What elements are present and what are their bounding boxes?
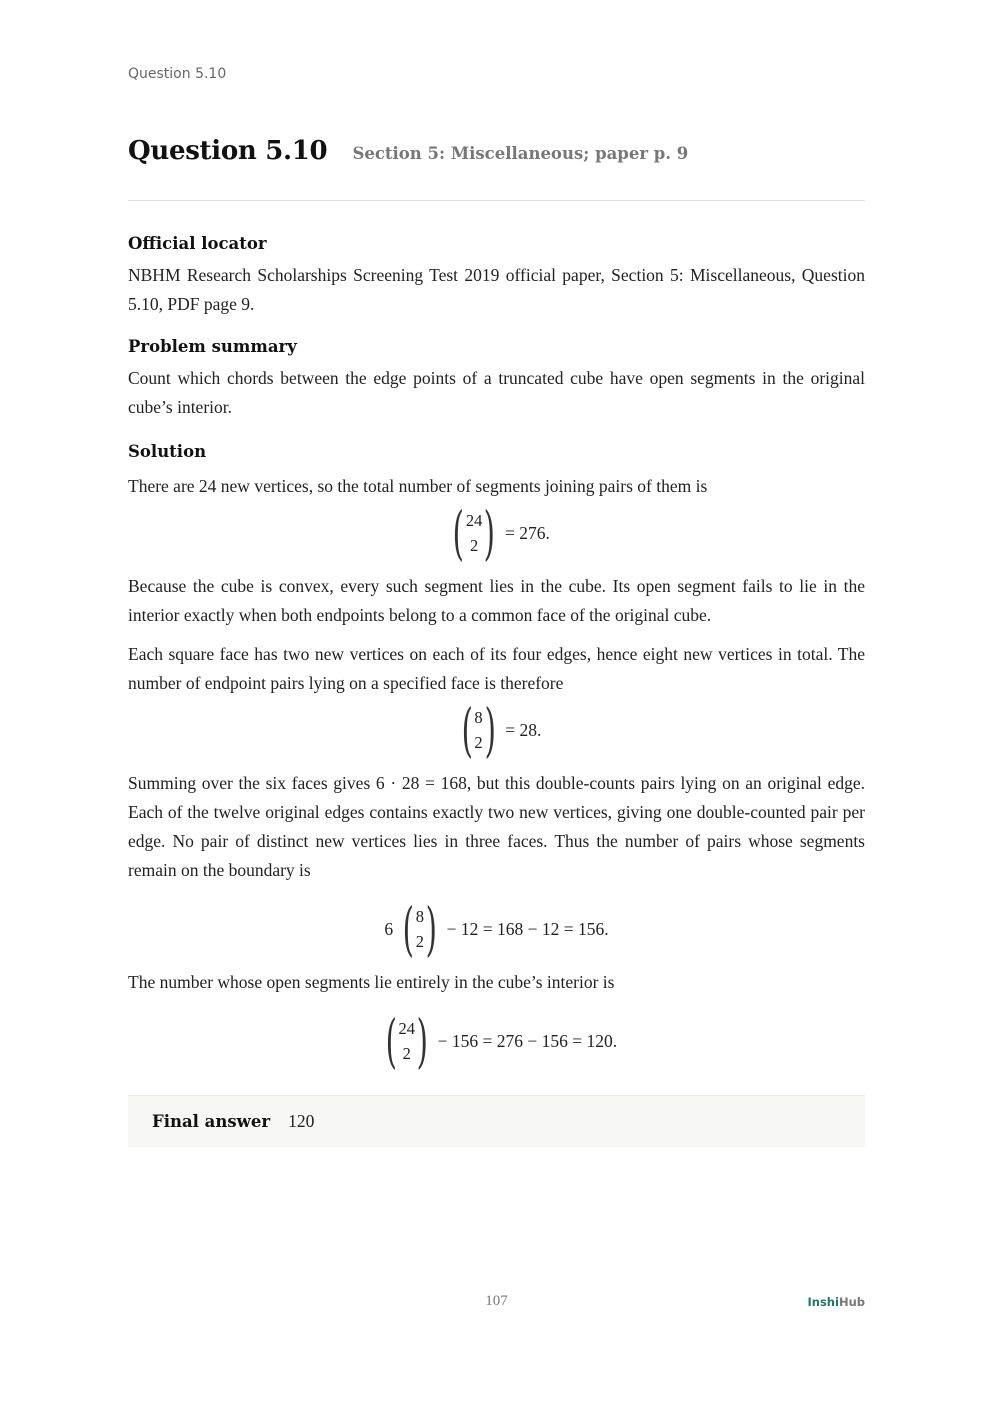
solution-heading: Solution xyxy=(128,442,207,461)
title-divider xyxy=(128,200,865,201)
right-paren: ) xyxy=(483,499,496,567)
solution-paragraph-1: There are 24 new vertices, so the total number of segments joining pairs of them is xyxy=(128,476,708,496)
locator-text: NBHM Research Scholarships Screening Test 2019 official paper, Section 5: Miscellaneous, Question 5.10, PDF page 9. xyxy=(128,265,865,314)
binomial-stack xyxy=(399,1016,416,1066)
left-paren: ( xyxy=(461,696,473,764)
binomial-top: 24 xyxy=(465,511,483,530)
left-paren: ( xyxy=(402,895,415,963)
equation-interior-pairs xyxy=(128,1007,865,1075)
brand-part-1: Inshi xyxy=(807,1295,839,1309)
summary-heading: Problem summary xyxy=(128,337,297,356)
solution-paragraph-4: Summing over the six faces gives 6 · 28 = 168, but this double-counts pairs lying on an original edge. Each of the twelve original edges contains exactly two new vertices, giving one double-counted pair per edge. No pair of distinct new vertices lies in three faces. Thus the number of pairs whose segments remain on the boundary is xyxy=(128,773,865,880)
binomial-top: 24 xyxy=(398,1019,415,1038)
equation-rhs: − 12 = 168 − 12 = 156. xyxy=(446,918,609,939)
binomial-stack xyxy=(474,705,482,755)
binomial xyxy=(380,1007,434,1075)
solution-paragraph-3: Each square face has two new vertices on each of its four edges, hence eight new vertices in total. The number of endpoint pairs lying on a specified face is therefore xyxy=(128,644,865,693)
right-paren: ) xyxy=(484,696,496,764)
page-subtitle: Section 5: Miscellaneous; paper p. 9 xyxy=(352,144,689,163)
binomial-stack xyxy=(466,508,483,558)
final-answer-box xyxy=(128,1095,865,1147)
equation-rhs: − 156 = 276 − 156 = 120. xyxy=(437,1030,618,1051)
summary-text: Count which chords between the edge points of a truncated cube have open segments in the original cube’s interior. xyxy=(128,368,865,417)
equation-rhs: = 276. xyxy=(504,522,550,543)
equation-binom-24-2 xyxy=(128,499,865,567)
page-number: 107 xyxy=(485,1293,508,1309)
main-content xyxy=(128,232,865,1147)
brand-part-2: Hub xyxy=(838,1295,865,1309)
equation-lhs: 6 xyxy=(384,918,394,939)
locator-heading: Official locator xyxy=(128,234,267,253)
page-title: Question 5.10 xyxy=(128,136,328,166)
brand-logo xyxy=(808,1295,866,1309)
binomial-bottom: 2 xyxy=(402,1044,411,1063)
binomial-top: 8 xyxy=(415,907,424,926)
solution-paragraph-5: The number whose open segments lie entirely in the cube’s interior is xyxy=(128,972,615,992)
left-paren: ( xyxy=(385,1007,397,1075)
binomial-stack xyxy=(416,904,424,954)
binomial xyxy=(397,895,443,963)
final-answer-value: 120 xyxy=(288,1111,315,1131)
equation-binom-8-2 xyxy=(128,696,865,764)
right-paren: ) xyxy=(416,1007,428,1075)
binomial-bottom: 2 xyxy=(415,932,424,951)
right-paren: ) xyxy=(425,895,437,963)
binomial-top: 8 xyxy=(474,708,483,727)
binomial xyxy=(447,499,501,567)
page-title-row xyxy=(128,136,865,166)
equation-boundary-pairs xyxy=(128,895,865,963)
binomial xyxy=(456,696,502,764)
equation-rhs: = 28. xyxy=(505,719,542,740)
running-head: Question 5.10 xyxy=(128,66,227,82)
final-answer-label: Final answer xyxy=(152,1112,271,1131)
binomial-bottom: 2 xyxy=(469,536,479,555)
left-paren: ( xyxy=(452,499,465,567)
solution-paragraph-2: Because the cube is convex, every such segment lies in the cube. Its open segment fails to lie in the interior exactly when both endpoints belong to a common face of the original cube. xyxy=(128,576,865,625)
binomial-bottom: 2 xyxy=(474,733,483,752)
